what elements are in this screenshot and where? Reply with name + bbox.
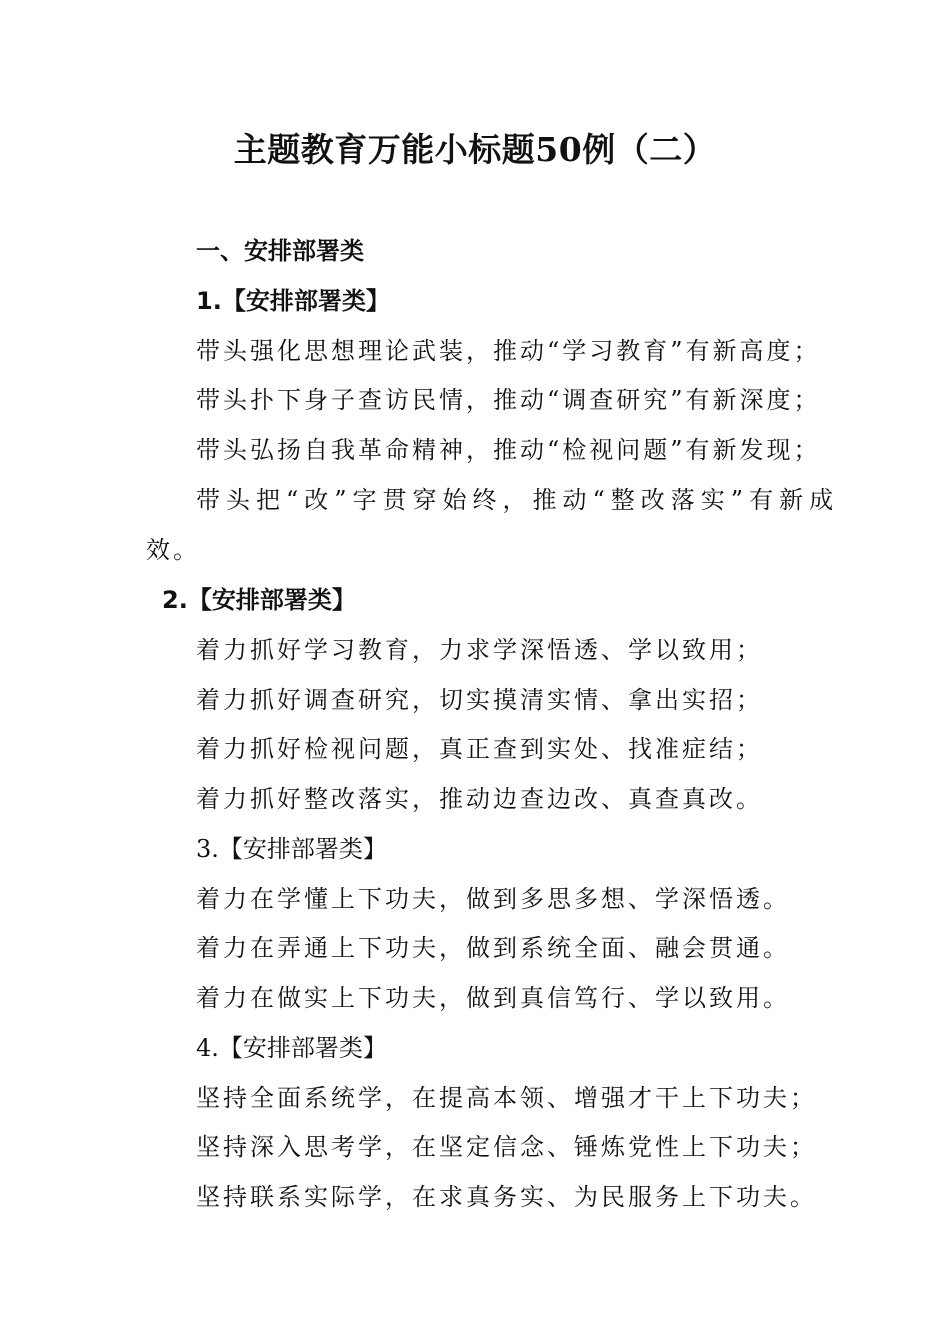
item-2-line-1: 着力抓好学习教育，力求学深悟透、学以致用；: [196, 636, 763, 664]
item-2-line-4: 着力抓好整改落实，推动边查边改、真查真改。: [196, 785, 763, 813]
document-title: 主题教育万能小标题50例（二）: [233, 130, 717, 169]
item-1-line-5: 效。: [146, 536, 200, 564]
item-3-line-2: 着力在弄通上下功夫，做到系统全面、融会贯通。: [196, 934, 790, 962]
item-2-line-3: 着力抓好检视问题，真正查到实处、找准症结；: [196, 735, 763, 763]
section-heading: 一、安排部署类: [196, 237, 364, 265]
item-3-line-1: 着力在学懂上下功夫，做到多思多想、学深悟透。: [196, 885, 790, 913]
item-1-line-1: 带头强化思想理论武装，推动“学习教育”有新高度；: [196, 337, 821, 365]
item-1-line-2: 带头扑下身子查访民情，推动“调查研究”有新深度；: [196, 386, 821, 414]
item-1-label: 1.【安排部署类】: [196, 287, 390, 315]
item-4-label: 4.【安排部署类】: [196, 1034, 387, 1062]
item-2-line-2: 着力抓好调查研究，切实摸清实情、拿出实招；: [196, 686, 763, 714]
item-4-line-1: 坚持全面系统学，在提高本领、增强才干上下功夫；: [196, 1084, 817, 1112]
item-4-line-3: 坚持联系实际学，在求真务实、为民服务上下功夫。: [196, 1183, 817, 1211]
item-3-line-3: 着力在做实上下功夫，做到真信笃行、学以致用。: [196, 984, 790, 1012]
item-2-label: 2.【安排部署类】: [162, 586, 356, 614]
item-1-line-3: 带头弘扬自我革命精神，推动“检视问题”有新发现；: [196, 436, 821, 464]
item-1-line-4: 带头把“改”字贯穿始终，推动“整改落实”有新成: [196, 486, 840, 514]
item-3-label: 3.【安排部署类】: [196, 835, 387, 863]
item-4-line-2: 坚持深入思考学，在坚定信念、锤炼党性上下功夫；: [196, 1133, 817, 1161]
